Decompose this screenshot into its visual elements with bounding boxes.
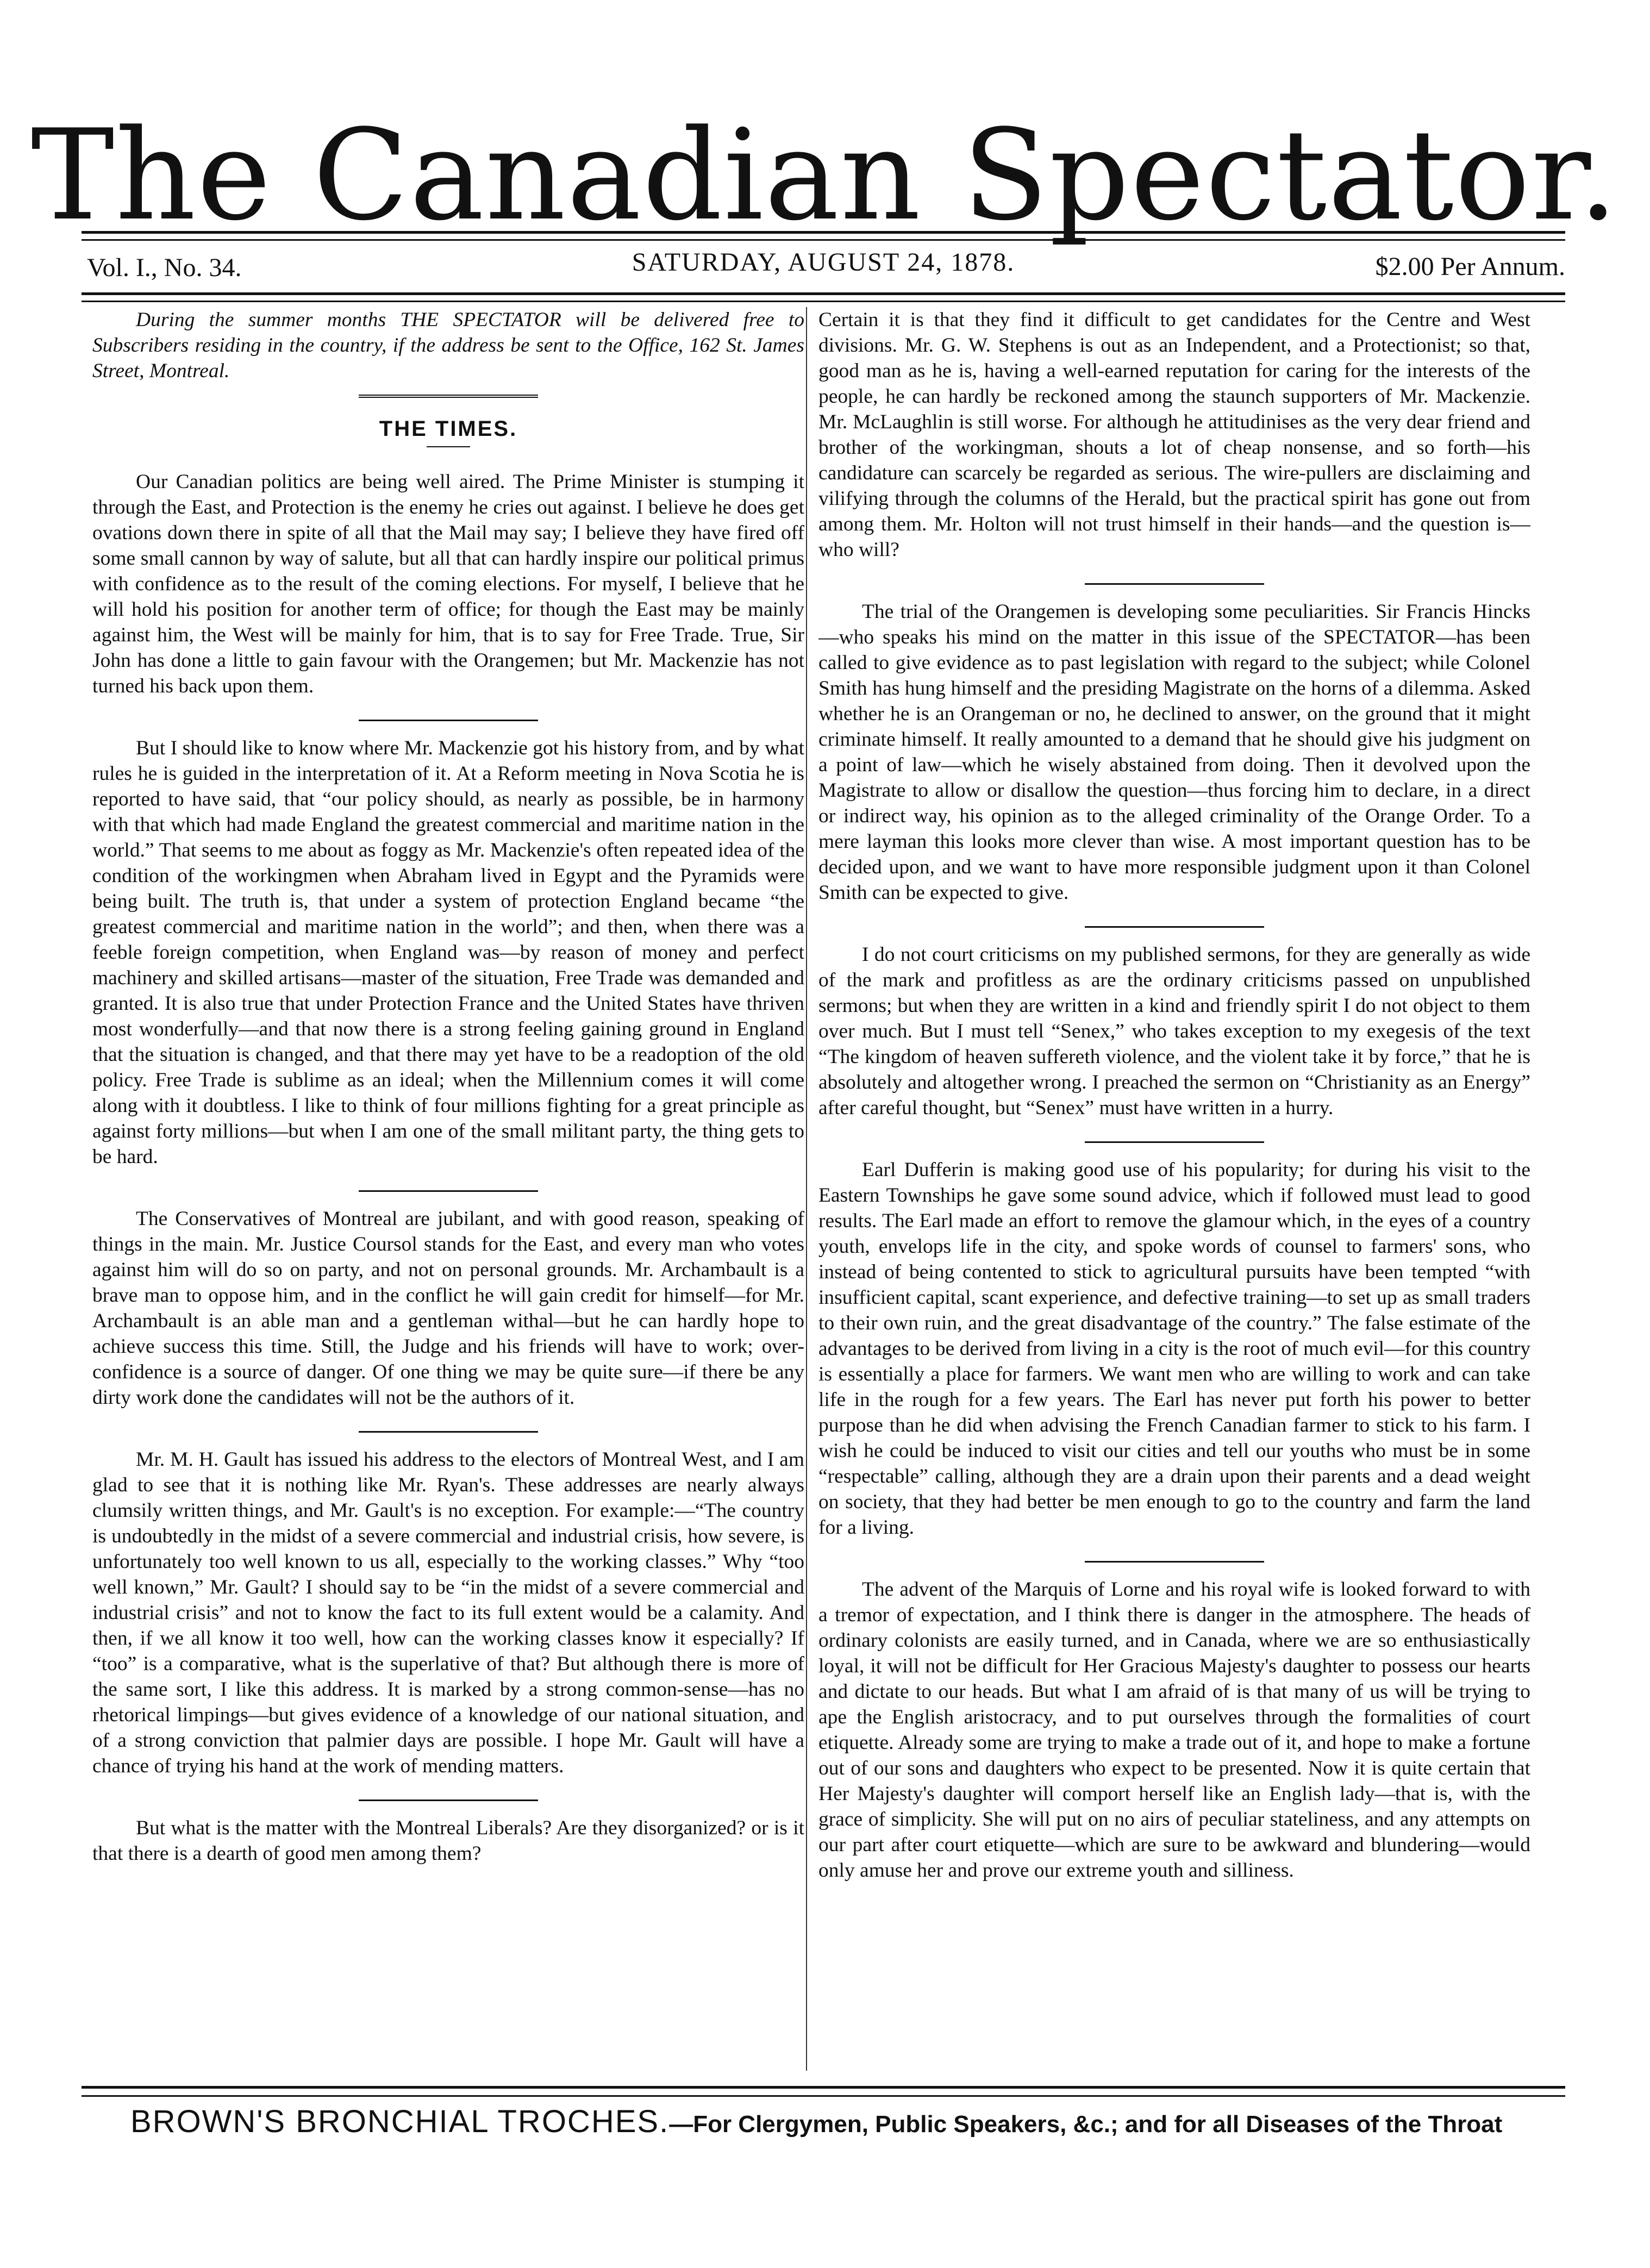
volume-number: Vol. I., No. 34. <box>87 253 242 282</box>
article-paragraph: The trial of the Orangemen is developing some peculiarities. Sir Francis Hincks—who speaks his mind on the matter in this issue of the SPECTATOR—has been called to give evidence as to past legislation with regard to the subject; while Colonel Smith has hung himself and the presiding Magistrate on the horns of a dilemma. Asked whether he is an Orangeman or no, he declined to answer, on the ground that it might criminate himself. It really amounted to a demand that he should give his judgment on a point of law—which he wisely abstained from doing. Then it devolved upon the Magistrate to allow or disallow the question—thus forcing him to declare, in a direct or indirect way, his opinion as to the alleged criminality of the Orange Order. To a mere layman this looks more clever than wise. A most important question has to be decided upon, and we want to have more responsible judgment upon it than Colonel Smith can be expected to give. <box>818 601 1530 904</box>
article-paragraph: The Conservatives of Montreal are jubilant, and with good reason, speaking of things in the main. Mr. Justice Coursol stands for the East, and every man who votes against him will do so on party, and not on personal grounds. Mr. Archambault is a brave man to oppose him, and in the conflict he will gain credit for himself—for Mr. Archambault is an able man and a gentleman withal—but he can hardly hope to achieve success this time. Still, the Judge and his friends will have to work; over-confidence is a source of danger. Of one thing we may be quite sure—if there be any dirty work done the candidates will not be the authors of it. <box>92 1208 804 1409</box>
paragraph-rule <box>359 720 538 721</box>
paragraph-rule <box>359 1190 538 1192</box>
masthead-rule <box>82 231 1565 241</box>
article-paragraph: Certain it is that they find it difficult to get candidates for the Centre and West divisions. Mr. G. W. Stephens is out as an Independent, and a Protectionist; so that, good man as he is, having a well-earned reputation for caring for the interests of the people, he can hardly be reckoned among the staunch supporters of Mr. Mackenzie. Mr. McLaughlin is still worse. For although he attitudinises as the very dear friend and brother of the workingman, shouts a lot of cheap nonsense, and so forth—his candidature can scarcely be regarded as serious. The wire-pullers are disclaiming and vilifying through the columns of the Herald, but the practical spirit has gone out from among them. Mr. Holton will not trust himself in their hands—and the question is—who will? <box>818 309 1530 561</box>
article-paragraph: But I should like to know where Mr. Mackenzie got his history from, and by what rules he is guided in the interpretation of it. At a Reform meeting in Nova Scotia he is reported to have said, that “our policy should, as nearly as possible, be in harmony with that which had made England the greatest commercial and maritime nation in the world.” That seems to me about as foggy as Mr. Mackenzie's often repeated idea of the condition of the workingmen when Abraham lived in Egypt and the Pyramids were being built. The truth is, that under a system of protection England became “the greatest commercial and maritime nation in the world”; and then, when there was a feeble foreign competition, when England was—by reason of money and perfect machinery and skilled artisans—master of the situation, Free Trade was demanded and granted. It is also true that under Protection France and the United States have thriven most wonderfully—and that now there is a strong feeling gaining ground in England that the situation is changed, and that there may yet have to be a readoption of the old policy. Free Trade is sublime as an ideal; when the Millennium comes it will come along with it doubtless. I like to think of four millions fighting for a great principle as against forty millions—but when I am one of the small militant party, the thing gets to be hard. <box>92 737 804 1168</box>
paragraph-rule <box>359 1431 538 1433</box>
section-heading: THE TIMES. <box>379 417 518 441</box>
article-paragraph: I do not court criticisms on my published sermons, for they are generally as wide of the mark and profitless as are the ordinary criticisms passed on unpublished sermons; but when they are written in a kind and friendly spirit I do not object to them over much. But I must tell “Senex,” who takes exception to my exegesis of the text “The kingdom of heaven suffereth violence, and the violent take it by force,” that he is absolutely and altogether wrong. I preached the sermon on “Christianity as an Energy” after careful thought, but “Senex” must have written in a hurry. <box>818 944 1530 1119</box>
paragraph-rule <box>1085 1561 1264 1563</box>
article-paragraph: Earl Dufferin is making good use of his popularity; for during his visit to the Eastern Townships he gave some sound advice, which if followed must lead to good results. The Earl made an effort to remove the glamour which, in the eyes of a country youth, envelops life in the city, and spoke words of counsel to farmers' sons, who instead of being contented to stick to agricultural pursuits have been tempted “with insufficient capital, scant experience, and defective training—to set up as small traders to their own ruin, and the great disadvantage of the country.” The false estimate of the advantages to be derived from living in a city is the root of much evil—for this country is essentially a place for farmers. We want men who are willing to work and can take life in the rough for a few years. The Earl has never put forth his power to better purpose than he did when advising the French Canadian farmer to stick to his farm. I wish he could be induced to visit our cities and tell our youths who must be in some “respectable” calling, although they are a drain upon their parents and a dead weight on society, that they had better be men enough to go to the country and farm the land for a living. <box>818 1159 1530 1539</box>
article-paragraph: Mr. M. H. Gault has issued his address to the electors of Montreal West, and I am glad to see that it is nothing like Mr. Ryan's. These addresses are nearly always clumsily written things, and Mr. Gault's is no exception. For example:—“The country is undoubtedly in the midst of a severe commercial and industrial crisis, how severe, is unfortunately too well known to us all, especially to the working classes.” Why “too well known,” Mr. Gault? I should say to be “in the midst of a severe commercial and industrial crisis” and not to know the fact to its full extent would be a calamity. And then, if we all know it too well, how can the working classes know it especially? If “too” is a comparative, what is the superlative of that? But although there is more of the same sort, I like this address. It is marked by a strong common-sense—has no rhetorical limpings—but gives evidence of a knowledge of our national situation, and of a strong conviction that palmier days are possible. I hope Mr. Gault will have a chance of trying his hand at the work of mending matters. <box>92 1448 804 1777</box>
notice-rule <box>359 395 538 400</box>
subscription-price: $2.00 Per Annum. <box>1375 252 1565 281</box>
ad-brand: BROWN'S BRONCHIAL TROCHES. <box>130 2104 670 2139</box>
left-column <box>92 307 804 2073</box>
footer-advertisement <box>130 2103 1565 2140</box>
heading-rule <box>427 446 470 447</box>
issue-date: SATURDAY, AUGUST 24, 1878. <box>632 248 1015 277</box>
newspaper-title: The Canadian Spectator. <box>30 103 1620 248</box>
paragraph-rule <box>359 1800 538 1801</box>
paragraph-rule <box>1085 926 1264 928</box>
column-divider <box>806 307 807 2071</box>
article-paragraph: Our Canadian politics are being well aired. The Prime Minister is stumping it through the East, and Protection is the enemy he cries out against. I believe he does get ovations down there in spite of all that the Mail may say; I believe they have fired off some small cannon by way of salute, but all that can hardly inspire our political primus with confidence as to the result of the coming elections. For myself, I believe that he will hold his position for another term of office; for though the East may be mainly against him, the West will be mainly for him, that is to say for Free Trade. True, Sir John has done a little to gain favour with the Orangemen; but Mr. Mackenzie has not turned his back upon them. <box>92 471 804 697</box>
article-paragraph: The advent of the Marquis of Lorne and his royal wife is looked forward to with a tremor of expectation, and I think there is danger in the atmosphere. The heads of ordinary colonists are easily turned, and in Canada, where we are so enthusiastically loyal, it will not be difficult for Her Gracious Majesty's daughter to possess our hearts and dictate to our heads. But what I am afraid of is that many of us will be trying to ape the English aristocracy, and to put ourselves through the formalities of court etiquette. Already some are trying to make a trade out of it, and hope to make a fortune out of our sons and daughters who expect to be presented. Now it is quite certain that Her Majesty's daughter will comport herself like an English lady—that is, with the grace of simplicity. She will put on no airs of peculiar stateliness, and any attempts on our part after court etiquette—which are sure to be awkward and blundering—would only amuse her and prove our extreme youth and silliness. <box>818 1578 1530 1882</box>
paragraph-rule <box>1085 583 1264 585</box>
article-paragraph: But what is the matter with the Montreal Liberals? Are they disorganized? or is it that there is a dearth of good men among them? <box>92 1817 804 1865</box>
delivery-notice: During the summer months THE SPECTATOR will be delivered free to Subscribers residing in the country, if the address be sent to the Office, 162 St. James Street, Montreal. <box>92 309 804 382</box>
paragraph-rule <box>1085 1141 1264 1143</box>
footer-rule <box>82 2086 1565 2097</box>
masthead <box>0 103 1650 248</box>
dateline-rule <box>82 292 1565 302</box>
ad-text: —For Clergymen, Public Speakers, &c.; and for all Diseases of the Throat <box>669 2111 1503 2138</box>
dateline <box>82 247 1565 285</box>
right-column <box>818 307 1530 2073</box>
